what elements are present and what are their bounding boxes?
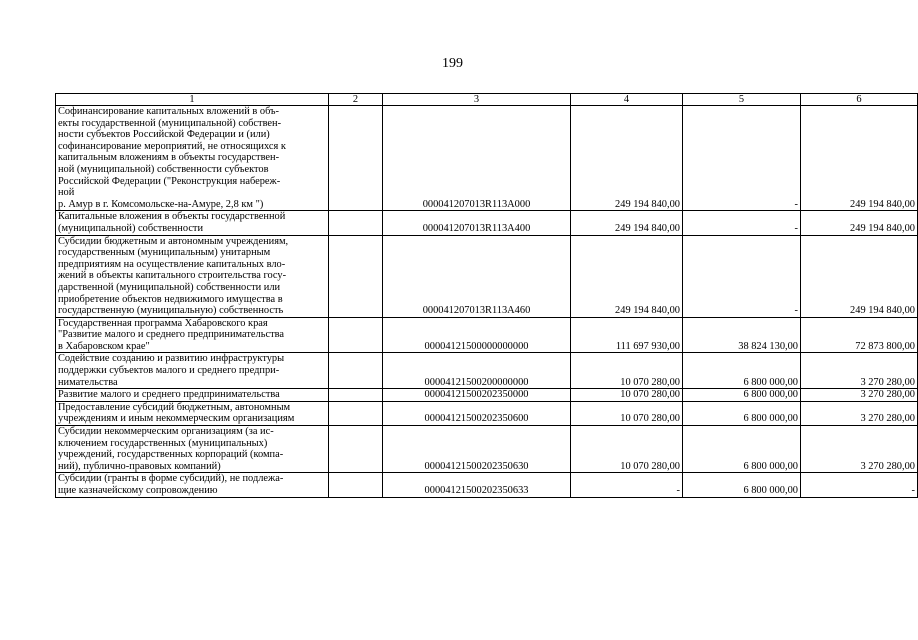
row-col5-cell: 38 824 130,00 [683, 317, 801, 353]
row-col2-cell [329, 211, 383, 235]
row-name-line: приобретение объектов недвижимого имущества в [58, 293, 283, 305]
row-col6-cell: 249 194 840,00 [801, 106, 918, 211]
row-col4-cell: 249 194 840,00 [571, 106, 683, 211]
row-code-cell: 00004121500000000000 [383, 317, 571, 353]
table-row [56, 473, 918, 497]
row-col5-cell: 6 800 000,00 [683, 426, 801, 473]
header-col-1: 1 [56, 94, 329, 106]
row-name-line: дарственной (муниципальной) собственности или [58, 281, 281, 293]
row-name-line: ности субъектов Российской Федерации и (или) [58, 129, 270, 141]
row-col5-cell: - [683, 211, 801, 235]
row-col4-cell: 10 070 280,00 [571, 353, 683, 389]
row-col5-cell: 6 800 000,00 [683, 473, 801, 497]
table-row [56, 389, 918, 402]
row-name-line: Российской Федерации ("Реконструкция набереж- [58, 175, 281, 187]
row-name-line: Предоставление субсидий бюджетным, автономным [58, 401, 291, 413]
budget-table [55, 93, 918, 498]
row-name-cell [56, 401, 329, 425]
row-col5-cell: 6 800 000,00 [683, 353, 801, 389]
row-name-line: ной [58, 187, 75, 199]
row-col4-cell: 10 070 280,00 [571, 426, 683, 473]
row-name-cell [56, 106, 329, 211]
table-row [56, 353, 918, 389]
row-name-line: поддержки субъектов малого и среднего предпри- [58, 365, 280, 377]
row-name-line: (муниципальной) собственности [58, 222, 204, 234]
row-col5-cell: 6 800 000,00 [683, 401, 801, 425]
row-code-cell: 00004121500202350630 [383, 426, 571, 473]
row-col2-cell [329, 426, 383, 473]
row-name-line: Содействие созданию и развитию инфраструктуры [58, 353, 285, 365]
row-code-cell: 00004121500202350000 [383, 389, 571, 402]
row-code-cell: 000041207013R113A400 [383, 211, 571, 235]
header-col-4: 4 [571, 94, 683, 106]
table-body [56, 106, 918, 498]
row-name-line: Субсидии бюджетным и автономным учреждениям, [58, 235, 289, 247]
table-row [56, 426, 918, 473]
row-code-cell: 00004121500200000000 [383, 353, 571, 389]
row-name-line: Государственная программа Хабаровского края [58, 317, 268, 329]
row-name-line: Софинансирование капитальных вложений в объ- [58, 106, 279, 117]
row-name-line: учреждений, государственных корпораций (компа- [58, 449, 284, 461]
row-col6-cell: 72 873 800,00 [801, 317, 918, 353]
row-name-line: в Хабаровском крае" [58, 340, 150, 352]
row-col2-cell [329, 401, 383, 425]
table-row [56, 401, 918, 425]
header-col-3: 3 [383, 94, 571, 106]
row-col6-cell: 249 194 840,00 [801, 235, 918, 317]
row-name-cell [56, 426, 329, 473]
row-name-line: жений в объекты капитального строительства госу- [58, 270, 287, 282]
row-name-line: капитальным вложениям в объекты государствен- [58, 152, 280, 164]
row-col5-cell: 6 800 000,00 [683, 389, 801, 402]
row-code-cell: 00004121500202350600 [383, 401, 571, 425]
header-col-2: 2 [329, 94, 383, 106]
row-col2-cell [329, 353, 383, 389]
table-row [56, 317, 918, 353]
row-col6-cell: 249 194 840,00 [801, 211, 918, 235]
row-name-line: софинансирование мероприятий, не относящихся к [58, 140, 286, 152]
row-name-line: предприятиям на осуществление капитальных вло- [58, 258, 286, 270]
row-code-cell: 000041207013R113A000 [383, 106, 571, 211]
row-col5-cell: - [683, 106, 801, 211]
table-row [56, 211, 918, 235]
table-header [56, 94, 918, 106]
row-col4-cell: 249 194 840,00 [571, 235, 683, 317]
row-name-line: нимательства [58, 376, 118, 388]
row-col4-cell: 10 070 280,00 [571, 389, 683, 402]
row-name-cell [56, 353, 329, 389]
row-col2-cell [329, 473, 383, 497]
row-col6-cell: 3 270 280,00 [801, 401, 918, 425]
row-name-line: екты государственной (муниципальной) собствен- [58, 117, 282, 129]
row-name-cell [56, 389, 329, 402]
row-name-cell [56, 211, 329, 235]
row-col2-cell [329, 106, 383, 211]
row-code-cell: 000041207013R113A460 [383, 235, 571, 317]
row-name-line: щие казначейскому сопровождению [58, 485, 218, 496]
row-name-line: ний), публично-правовых компаний) [58, 460, 221, 472]
row-name-line: "Развитие малого и среднего предпринимательства [58, 329, 285, 341]
row-name-line: р. Амур в г. Комсомольске-на-Амуре, 2,8 км ") [58, 198, 264, 210]
row-name-line: ключением государственных (муниципальных) [58, 437, 268, 449]
row-col2-cell [329, 389, 383, 402]
page-number: 199 [442, 56, 463, 71]
row-col4-cell: 111 697 930,00 [571, 317, 683, 353]
header-col-6: 6 [801, 94, 918, 106]
row-name-line: Развитие малого и среднего предпринимательства [58, 389, 280, 401]
row-col2-cell [329, 235, 383, 317]
row-col6-cell: - [801, 473, 918, 497]
header-row [56, 94, 918, 106]
row-name-line: Субсидии (гранты в форме субсидий), не подлежа- [58, 473, 284, 485]
row-name-line: учреждениям и иным некоммерческим организациям [58, 413, 295, 425]
row-col5-cell: - [683, 235, 801, 317]
row-code-cell: 00004121500202350633 [383, 473, 571, 497]
row-col2-cell [329, 317, 383, 353]
table-row [56, 106, 918, 211]
row-name-line: Субсидии некоммерческим организациям (за ис- [58, 426, 274, 438]
header-col-5: 5 [683, 94, 801, 106]
row-col4-cell: - [571, 473, 683, 497]
row-name-cell [56, 473, 329, 497]
row-name-line: ной (муниципальной) собственности субъектов [58, 163, 269, 175]
row-name-line: государственным (муниципальным) унитарным [58, 247, 271, 259]
row-name-line: Капитальные вложения в объекты государственной [58, 211, 286, 223]
row-col4-cell: 249 194 840,00 [571, 211, 683, 235]
row-name-cell [56, 235, 329, 317]
table-row [56, 235, 918, 317]
row-col6-cell: 3 270 280,00 [801, 353, 918, 389]
row-col6-cell: 3 270 280,00 [801, 426, 918, 473]
row-name-line: государственную (муниципальную) собственность [58, 305, 284, 317]
row-name-cell [56, 317, 329, 353]
row-col4-cell: 10 070 280,00 [571, 401, 683, 425]
row-col6-cell: 3 270 280,00 [801, 389, 918, 402]
